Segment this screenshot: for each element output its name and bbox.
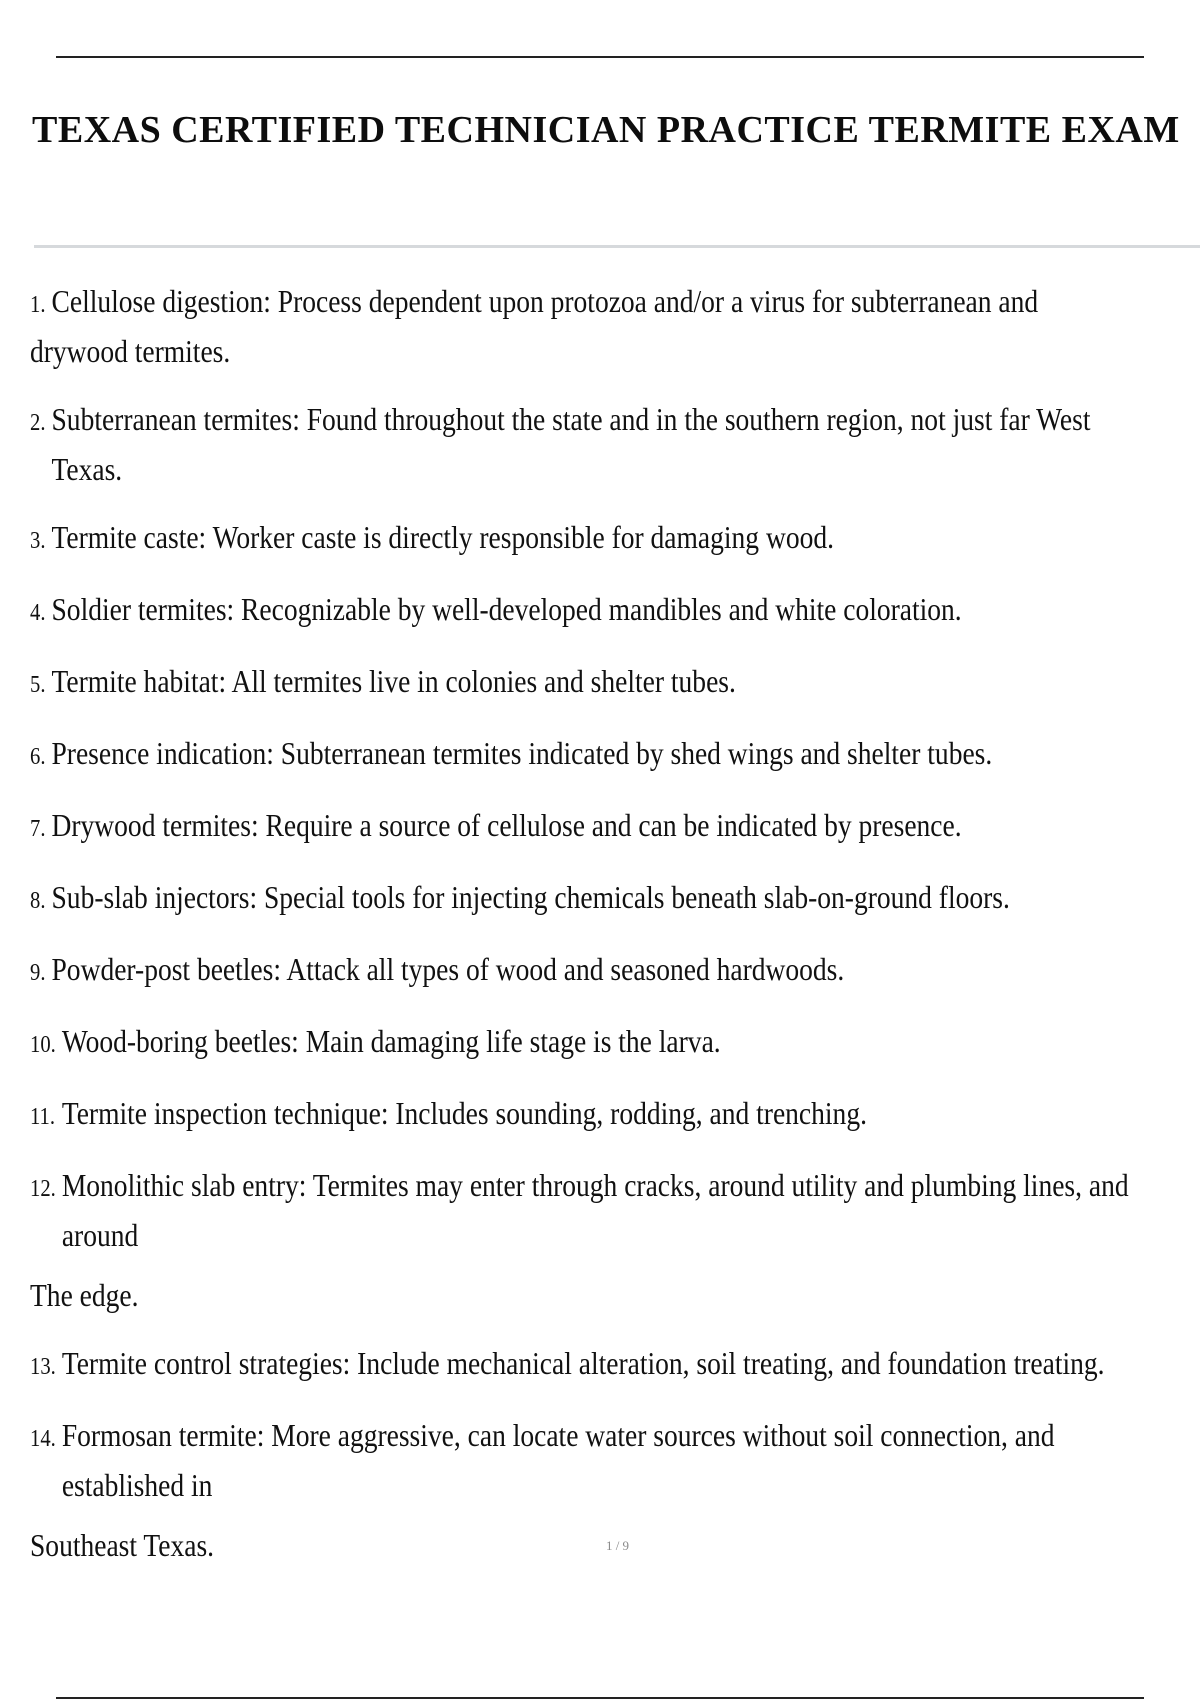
list-item <box>30 874 1036 924</box>
top-rule <box>56 56 1144 58</box>
item-text: Presence indication: Subterranean termites indicated by shed wings and shelter tubes. <box>51 735 993 771</box>
list-item <box>30 658 1036 708</box>
list-item <box>30 946 1036 996</box>
item-text: Drywood termites: Require a source of cellulose and can be indicated by presence. <box>51 807 962 843</box>
item-text: Termite inspection technique: Includes sounding, rodding, and trenching. <box>61 1095 867 1131</box>
item-text: Cellulose digestion: Process dependent upon protozoa and/or a virus for subterranean and <box>51 283 1039 319</box>
item-number: 2. <box>30 410 46 436</box>
item-number: 14. <box>30 1426 56 1452</box>
list-item <box>30 802 1036 852</box>
item-text: Subterranean termites: Found throughout the state and in the southern region, not just far West <box>51 401 1091 437</box>
list-item <box>30 730 1036 780</box>
list-item <box>30 278 1039 374</box>
list-item <box>30 1090 1036 1140</box>
bottom-rule <box>56 1697 1144 1699</box>
list-item <box>30 1018 1036 1068</box>
list-item <box>30 396 1091 492</box>
item-number: 6. <box>30 744 46 770</box>
item-text: Formosan termite: More aggressive, can locate water sources without soil connection, and <box>61 1417 1055 1453</box>
item-text-trailing: Southeast Texas. <box>30 1527 215 1563</box>
item-number: 5. <box>30 672 46 698</box>
item-text-continued: around <box>61 1217 139 1253</box>
item-text: Termite control strategies: Include mechanical alteration, soil treating, and foundation treating. <box>61 1345 1105 1381</box>
item-number: 9. <box>30 960 46 986</box>
item-number: 3. <box>30 528 46 554</box>
item-number: 10. <box>30 1032 56 1058</box>
list-item <box>30 586 1036 636</box>
item-text: Soldier termites: Recognizable by well-developed mandibles and white coloration. <box>51 591 962 627</box>
item-text-continued: Texas. <box>51 451 123 487</box>
item-text: Termite habitat: All termites live in colonies and shelter tubes. <box>51 663 736 699</box>
item-number: 12. <box>30 1176 56 1202</box>
item-text-continued: established in <box>61 1467 213 1503</box>
item-number: 8. <box>30 888 46 914</box>
item-text: Sub-slab injectors: Special tools for injecting chemicals beneath slab-on-ground floors. <box>51 879 1010 915</box>
list-item <box>30 1162 1129 1258</box>
list-item <box>30 1340 1105 1390</box>
item-number: 1. <box>30 292 46 318</box>
item-number: 7. <box>30 816 46 842</box>
page-number: 1 / 9 <box>605 1538 630 1553</box>
item-text: Termite caste: Worker caste is directly responsible for damaging wood. <box>51 519 834 555</box>
item-text-continued: drywood termites. <box>30 333 231 369</box>
item-number: 4. <box>30 600 46 626</box>
list-item <box>30 514 1036 564</box>
document-title: TEXAS CERTIFIED TECHNICIAN PRACTICE TERMITE EXAM <box>32 109 1180 151</box>
question-list <box>30 278 1200 1590</box>
item-text: Powder-post beetles: Attack all types of wood and seasoned hardwoods. <box>51 951 845 987</box>
item-number: 13. <box>30 1354 56 1380</box>
item-text: Wood-boring beetles: Main damaging life stage is the larva. <box>61 1023 721 1059</box>
item-text: Monolithic slab entry: Termites may enter through cracks, around utility and plumbing lines, and <box>61 1167 1129 1203</box>
item-text-trailing: The edge. <box>30 1277 139 1313</box>
title-divider <box>34 245 1200 248</box>
item-number: 11. <box>30 1104 56 1130</box>
list-item <box>30 1412 1055 1508</box>
